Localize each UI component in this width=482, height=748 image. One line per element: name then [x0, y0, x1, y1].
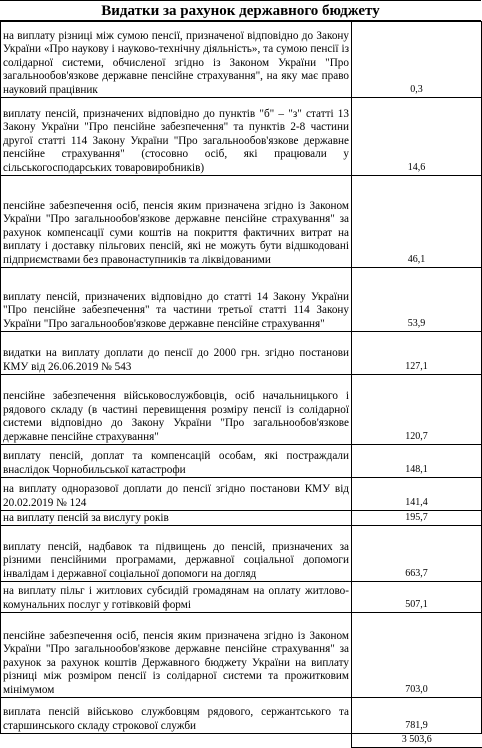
- expense-description: на виплату одноразової доплати до пенсії згідно постанови КМУ від 20.02.2019 № 124: [1, 478, 352, 511]
- expense-description: виплату пенсій, надбавок та підвищень до пенсій, призначених за різними пенсійними програмами, державної соціальної допомоги інвалідам і державної соціальної допомоги на догляд: [1, 526, 352, 582]
- table-row: [1, 98, 482, 176]
- total-amount: 3 503,6: [352, 734, 482, 748]
- expense-amount: 14,6: [352, 98, 482, 176]
- expense-amount: 0,3: [352, 22, 482, 98]
- expense-description: пенсійне забезпечення військовослужбовців, осіб начальницького і рядового складу (в частині перевищення розміру пенсії із солідарної системи відповідно до Закону України "Про загальнообов'язкове державне пенсійне страхування": [1, 375, 352, 445]
- expense-amount: 46,1: [352, 176, 482, 268]
- expense-description: пенсійне забезпечення осіб, пенсія яким призначена згідно із Законом України "Про загальнообов'язкове державне пенсійне страхування" за рахунок за рахунок коштів Державного бюджету України на виплату різниці між розміром пенсії із солідарної системи та прожитковим мінімумом: [1, 613, 352, 698]
- expense-description: виплату пенсій, призначених відповідно до пунктів "б" – "з" статті 13 Закону України "Про пенсійне забезпечення" та пунктів 2-8 частини другої статті 114 Закону України "Про загальнообов'язкове державне пенсійне страхування" (стосовно осіб, які працювали у сільськогосподарських товаровиробників): [1, 98, 352, 176]
- expenses-table: [0, 21, 482, 748]
- table-row: [1, 176, 482, 268]
- table-row: [1, 511, 482, 526]
- expense-amount: 507,1: [352, 582, 482, 613]
- expense-amount: 120,7: [352, 375, 482, 445]
- table-row: [1, 445, 482, 478]
- expense-amount: 781,9: [352, 698, 482, 734]
- expense-description: на виплату пільг і житлових субсидій громадянам на оплату житлово-комунальних послуг у готівковій формі: [1, 582, 352, 613]
- total-row: [1, 734, 482, 748]
- expense-amount: 195,7: [352, 511, 482, 526]
- table-row: [1, 478, 482, 511]
- expense-description: виплата пенсій військово службовцям рядового, сержантського та старшинського складу строкової служби: [1, 698, 352, 734]
- expense-amount: 663,7: [352, 526, 482, 582]
- total-label-cell: [1, 734, 352, 748]
- table-row: [1, 332, 482, 375]
- table-row: [1, 698, 482, 734]
- table-row: [1, 613, 482, 698]
- expense-amount: 53,9: [352, 268, 482, 332]
- expense-amount: 141,4: [352, 478, 482, 511]
- expense-amount: 148,1: [352, 445, 482, 478]
- table-row: [1, 582, 482, 613]
- expenses-table-body: [1, 22, 482, 748]
- expense-description: виплату пенсій, призначених відповідно до статті 14 Закону України "Про пенсійне забезпечення" та частини третьої статті 114 Закону України "Про загальнообов'язкове державне пенсійне страхування": [1, 268, 352, 332]
- expense-amount: 703,0: [352, 613, 482, 698]
- expense-description: пенсійне забезпечення осіб, пенсія яким призначена згідно із Законом України "Про загальнообов'язкове державне пенсійне страхування" за рахунок компенсації суми коштів на покриття фактичних витрат на виплату і доставку пільгових пенсій, які не можуть бути відшкодовані підприємствами без правонаступників та ліквідованими: [1, 176, 352, 268]
- expense-description: на виплату пенсій за вислугу років: [1, 511, 352, 526]
- expense-description: виплату пенсій, доплат та компенсацій особам, які постраждали внаслідок Чорнобильської катастрофи: [1, 445, 352, 478]
- expense-description: на виплату різниці між сумою пенсії, призначеної відповідно до Закону України «Про наукову і науково-технічну діяльність», та сумою пенсії із солідарної системи, обчисленої згідно із Законом України "Про загальнообов'язкове державне пенсійне страхування", на яку має право науковий працівник: [1, 22, 352, 98]
- expense-amount: 127,1: [352, 332, 482, 375]
- expense-description: видатки на виплату доплати до пенсії до 2000 грн. згідно постанови КМУ від 26.06.2019 № 543: [1, 332, 352, 375]
- table-row: [1, 526, 482, 582]
- table-title: Видатки за рахунок державного бюджету: [0, 0, 481, 21]
- table-row: [1, 22, 482, 98]
- table-row: [1, 375, 482, 445]
- table-row: [1, 268, 482, 332]
